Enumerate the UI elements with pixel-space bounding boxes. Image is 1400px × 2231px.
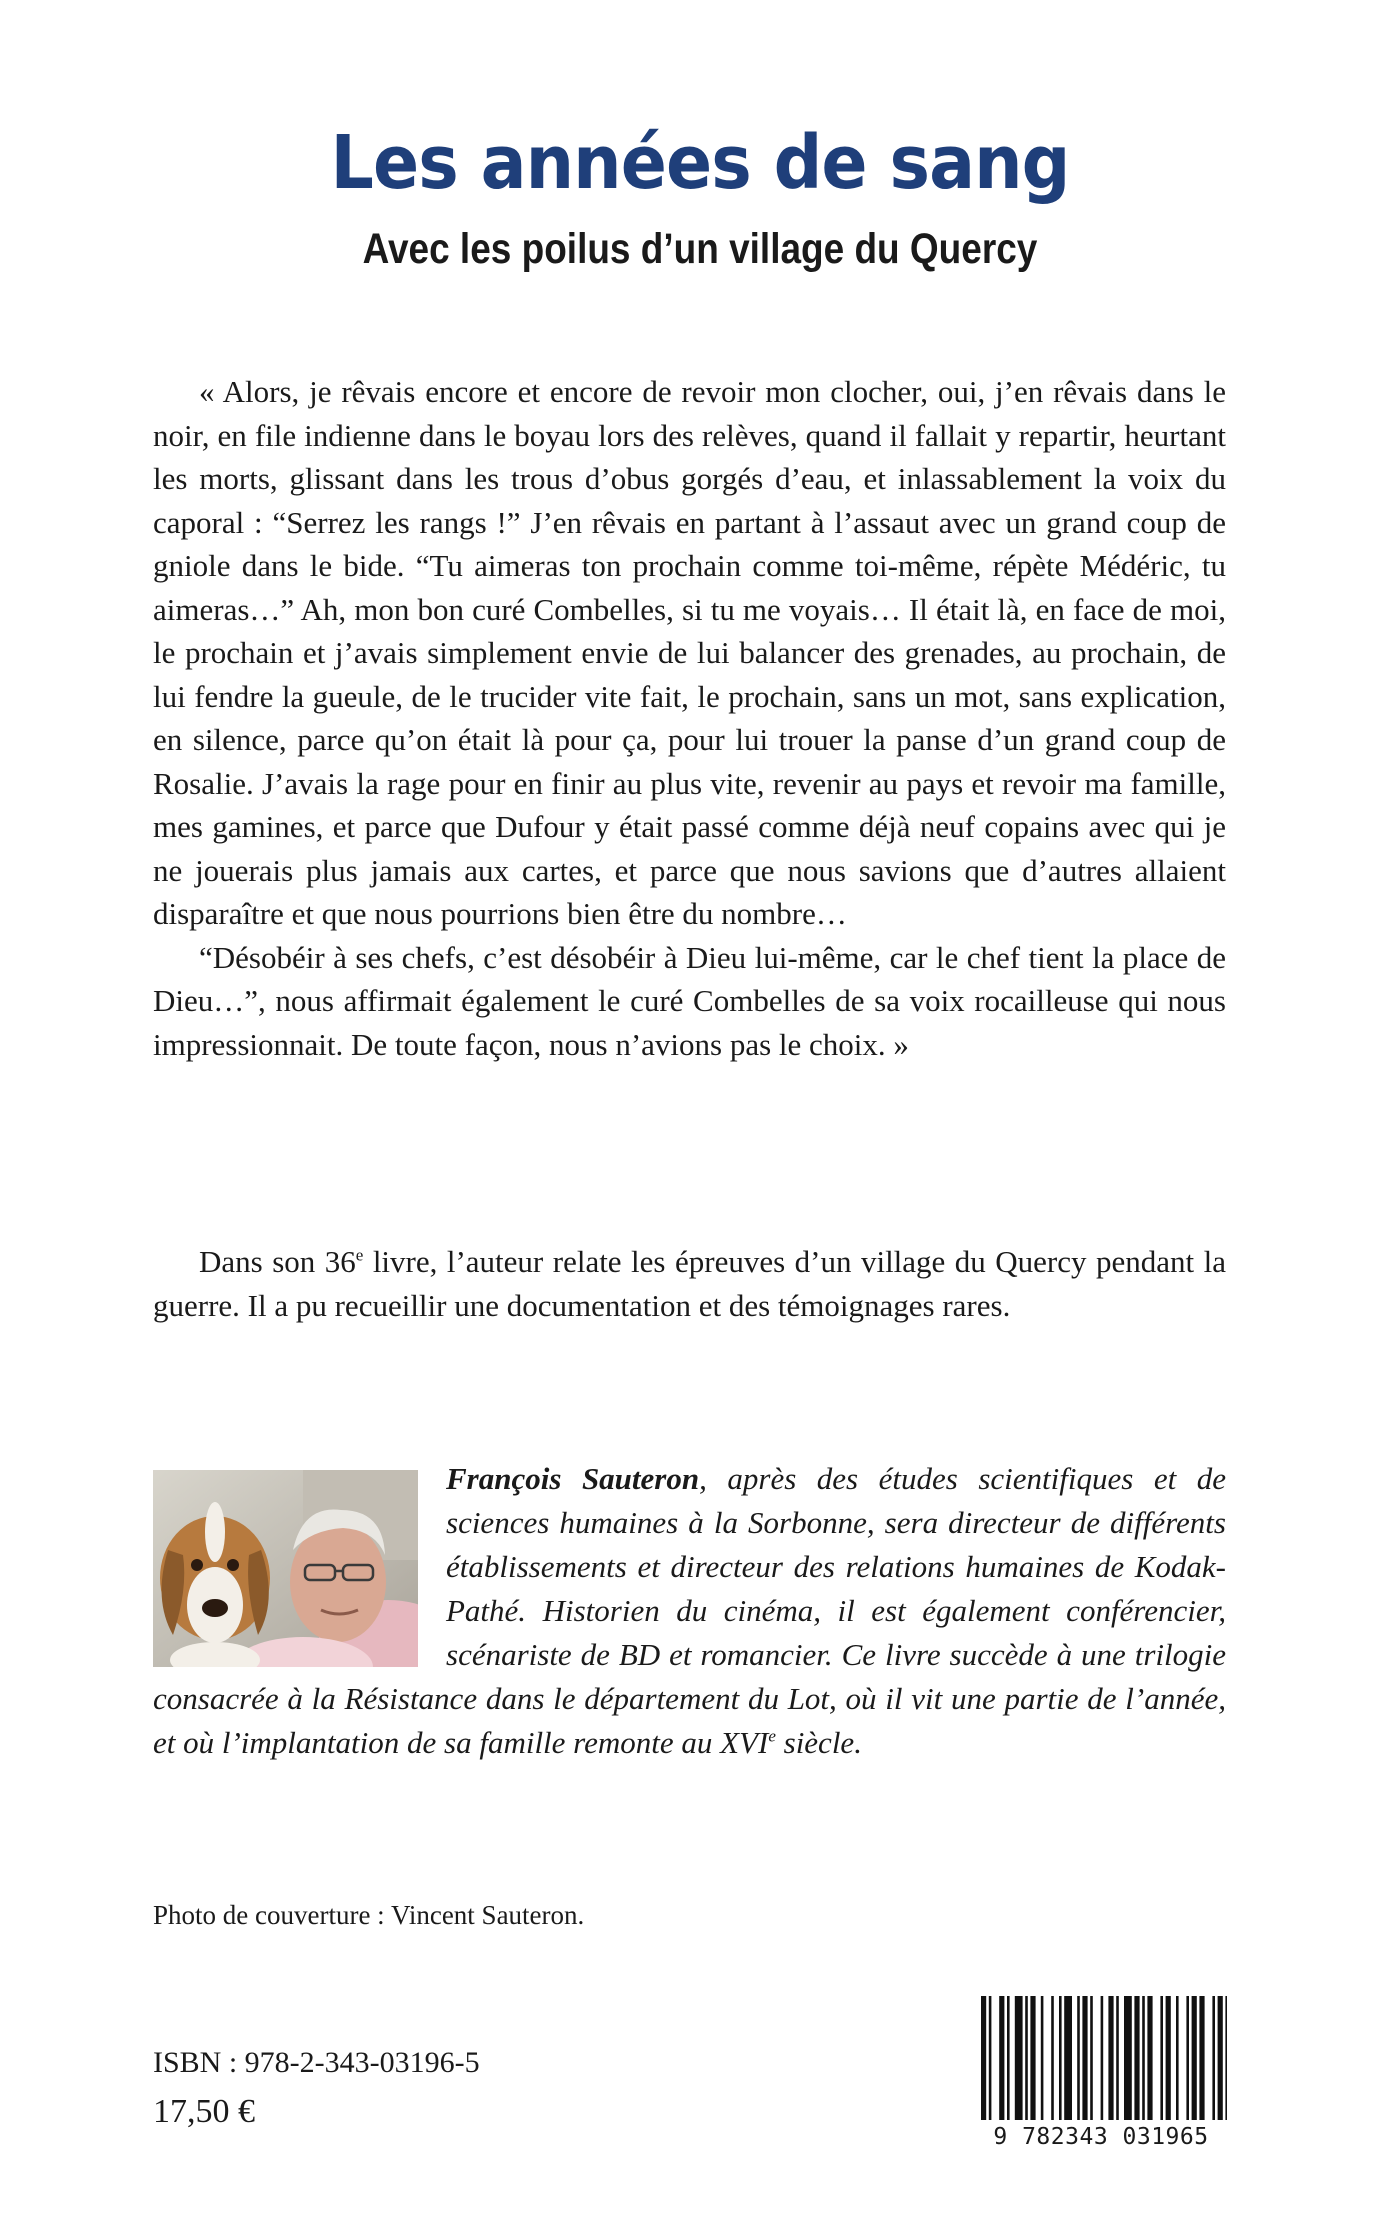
barcode-bar xyxy=(1059,1996,1062,2120)
author-bio-text: , après des études scientifiques et de sciences humaines à la Sorbonne, sera directeur de différents établissements et directeur des relations humaines de Kodak-Pathé. Historien du cinéma, il est également conférencier, scénariste de BD et romancier. Ce livre succède à une trilogie consacrée à la Résistance dans le département du Lot, où il vit une partie de l’année, et où l’implantation de sa famille remonte au XVI xyxy=(153,1461,1227,1760)
summary-ordinal-suffix: e xyxy=(355,1245,364,1265)
quote-paragraph-2: “Désobéir à ses chefs, c’est désobéir à Dieu lui-même, car le chef tient la place de Dieu…”, nous affirmait également le curé Combelles de sa voix rocailleuse qui nous impressionnait. De toute façon, nous n’avions pas le choix. » xyxy=(153,939,1226,1062)
author-bio-text-end: siècle. xyxy=(775,1725,862,1760)
barcode-bar xyxy=(1147,1996,1152,2120)
author-name: François Sauteron xyxy=(446,1461,700,1496)
barcode-bar xyxy=(1007,1996,1010,2120)
barcode-bar xyxy=(1218,1996,1223,2120)
barcode-bar xyxy=(1030,1996,1035,2120)
barcode-bar xyxy=(1015,1996,1023,2120)
barcode-bar xyxy=(981,1996,986,2120)
book-subtitle: Avec les poilus d’un village du Quercy xyxy=(362,225,1038,273)
barcode-bar xyxy=(1041,1996,1044,2120)
barcode-bar xyxy=(1108,1996,1113,2120)
barcode-bar xyxy=(1212,1996,1215,2120)
barcode-bar xyxy=(1192,1996,1197,2120)
author-bio xyxy=(153,1457,1226,1765)
barcode-bar xyxy=(1134,1996,1139,2120)
isbn: ISBN : 978-2-343-03196-5 xyxy=(153,2046,480,2079)
barcode-bar xyxy=(1090,1996,1093,2120)
century-suffix: e xyxy=(768,1726,776,1746)
summary-text-start: Dans son 36 xyxy=(199,1244,356,1279)
barcode-bar xyxy=(999,1996,1004,2120)
barcode-bar xyxy=(989,1996,992,2120)
excerpt-quote xyxy=(153,370,1226,1066)
barcode-bar xyxy=(1064,1996,1072,2120)
barcode-bar xyxy=(1176,1996,1179,2120)
book-title: Les années de sang xyxy=(330,120,1070,206)
price: 17,50 € xyxy=(153,2093,255,2130)
author-with-dog-image xyxy=(153,1470,418,1667)
author-photo xyxy=(153,1470,418,1667)
barcode-bar xyxy=(1124,1996,1132,2120)
barcode-bar xyxy=(1101,1996,1104,2120)
barcode-bar xyxy=(1082,1996,1087,2120)
barcode-bar xyxy=(1166,1996,1171,2120)
quote-paragraph-1: « Alors, je rêvais encore et encore de revoir mon clocher, oui, j’en rêvais dans le noir, en file indienne dans le boyau lors des relèves, quand il fallait y repartir, heurtant les morts, glissant dans les trous d’obus gorgés d’eau, et inlassablement la voix du caporal : “Serrez les rangs !” J’en rêvais en partant à l’assaut avec un grand coup de gniole dans le bide. “Tu aimeras ton prochain comme toi-même, répète Médéric, tu aimeras…” Ah, mon bon curé Combelles, si tu me voyais… Il était là, en face de moi, le prochain et j’avais simplement envie de lui balancer des grenades, au prochain, de lui fendre la gueule, de le trucider vite fait, le prochain, sans un mot, sans explication, en silence, parce qu’on était là pour ça, pour lui trouer la panse d’un grand coup de Rosalie. J’avais la rage pour en finir au plus vite, revenir au pays et revoir ma famille, mes gamines, et parce que Dufour y était passé comme déjà neuf copains avec qui je ne jouerais plus jamais aux cartes, et parce que nous savions que d’autres allaient disparaître et que nous pourrions bien être du nombre… xyxy=(153,374,1226,931)
barcode-bar xyxy=(1199,1996,1204,2120)
summary-text-end: livre, l’auteur relate les épreuves d’un village du Quercy pendant la guerre. Il a pu recueillir une documentation et des témoignages rares. xyxy=(153,1244,1226,1323)
barcode-digits: 9 782343 031965 xyxy=(975,2124,1227,2150)
barcode-bar xyxy=(1051,1996,1054,2120)
barcode-bar xyxy=(1186,1996,1189,2120)
barcode-bar xyxy=(1077,1996,1080,2120)
barcode-bar xyxy=(1160,1996,1163,2120)
barcode-bars xyxy=(975,1992,1227,2122)
summary-paragraph xyxy=(153,1240,1226,1327)
photo-credit: Photo de couverture : Vincent Sauteron. xyxy=(153,1900,585,1930)
book-summary xyxy=(153,1240,1226,1327)
barcode xyxy=(975,1992,1227,2150)
barcode-bar xyxy=(1142,1996,1145,2120)
barcode-bar xyxy=(1025,1996,1028,2120)
barcode-bar xyxy=(1225,1996,1227,2120)
barcode-bar xyxy=(1116,1996,1119,2120)
